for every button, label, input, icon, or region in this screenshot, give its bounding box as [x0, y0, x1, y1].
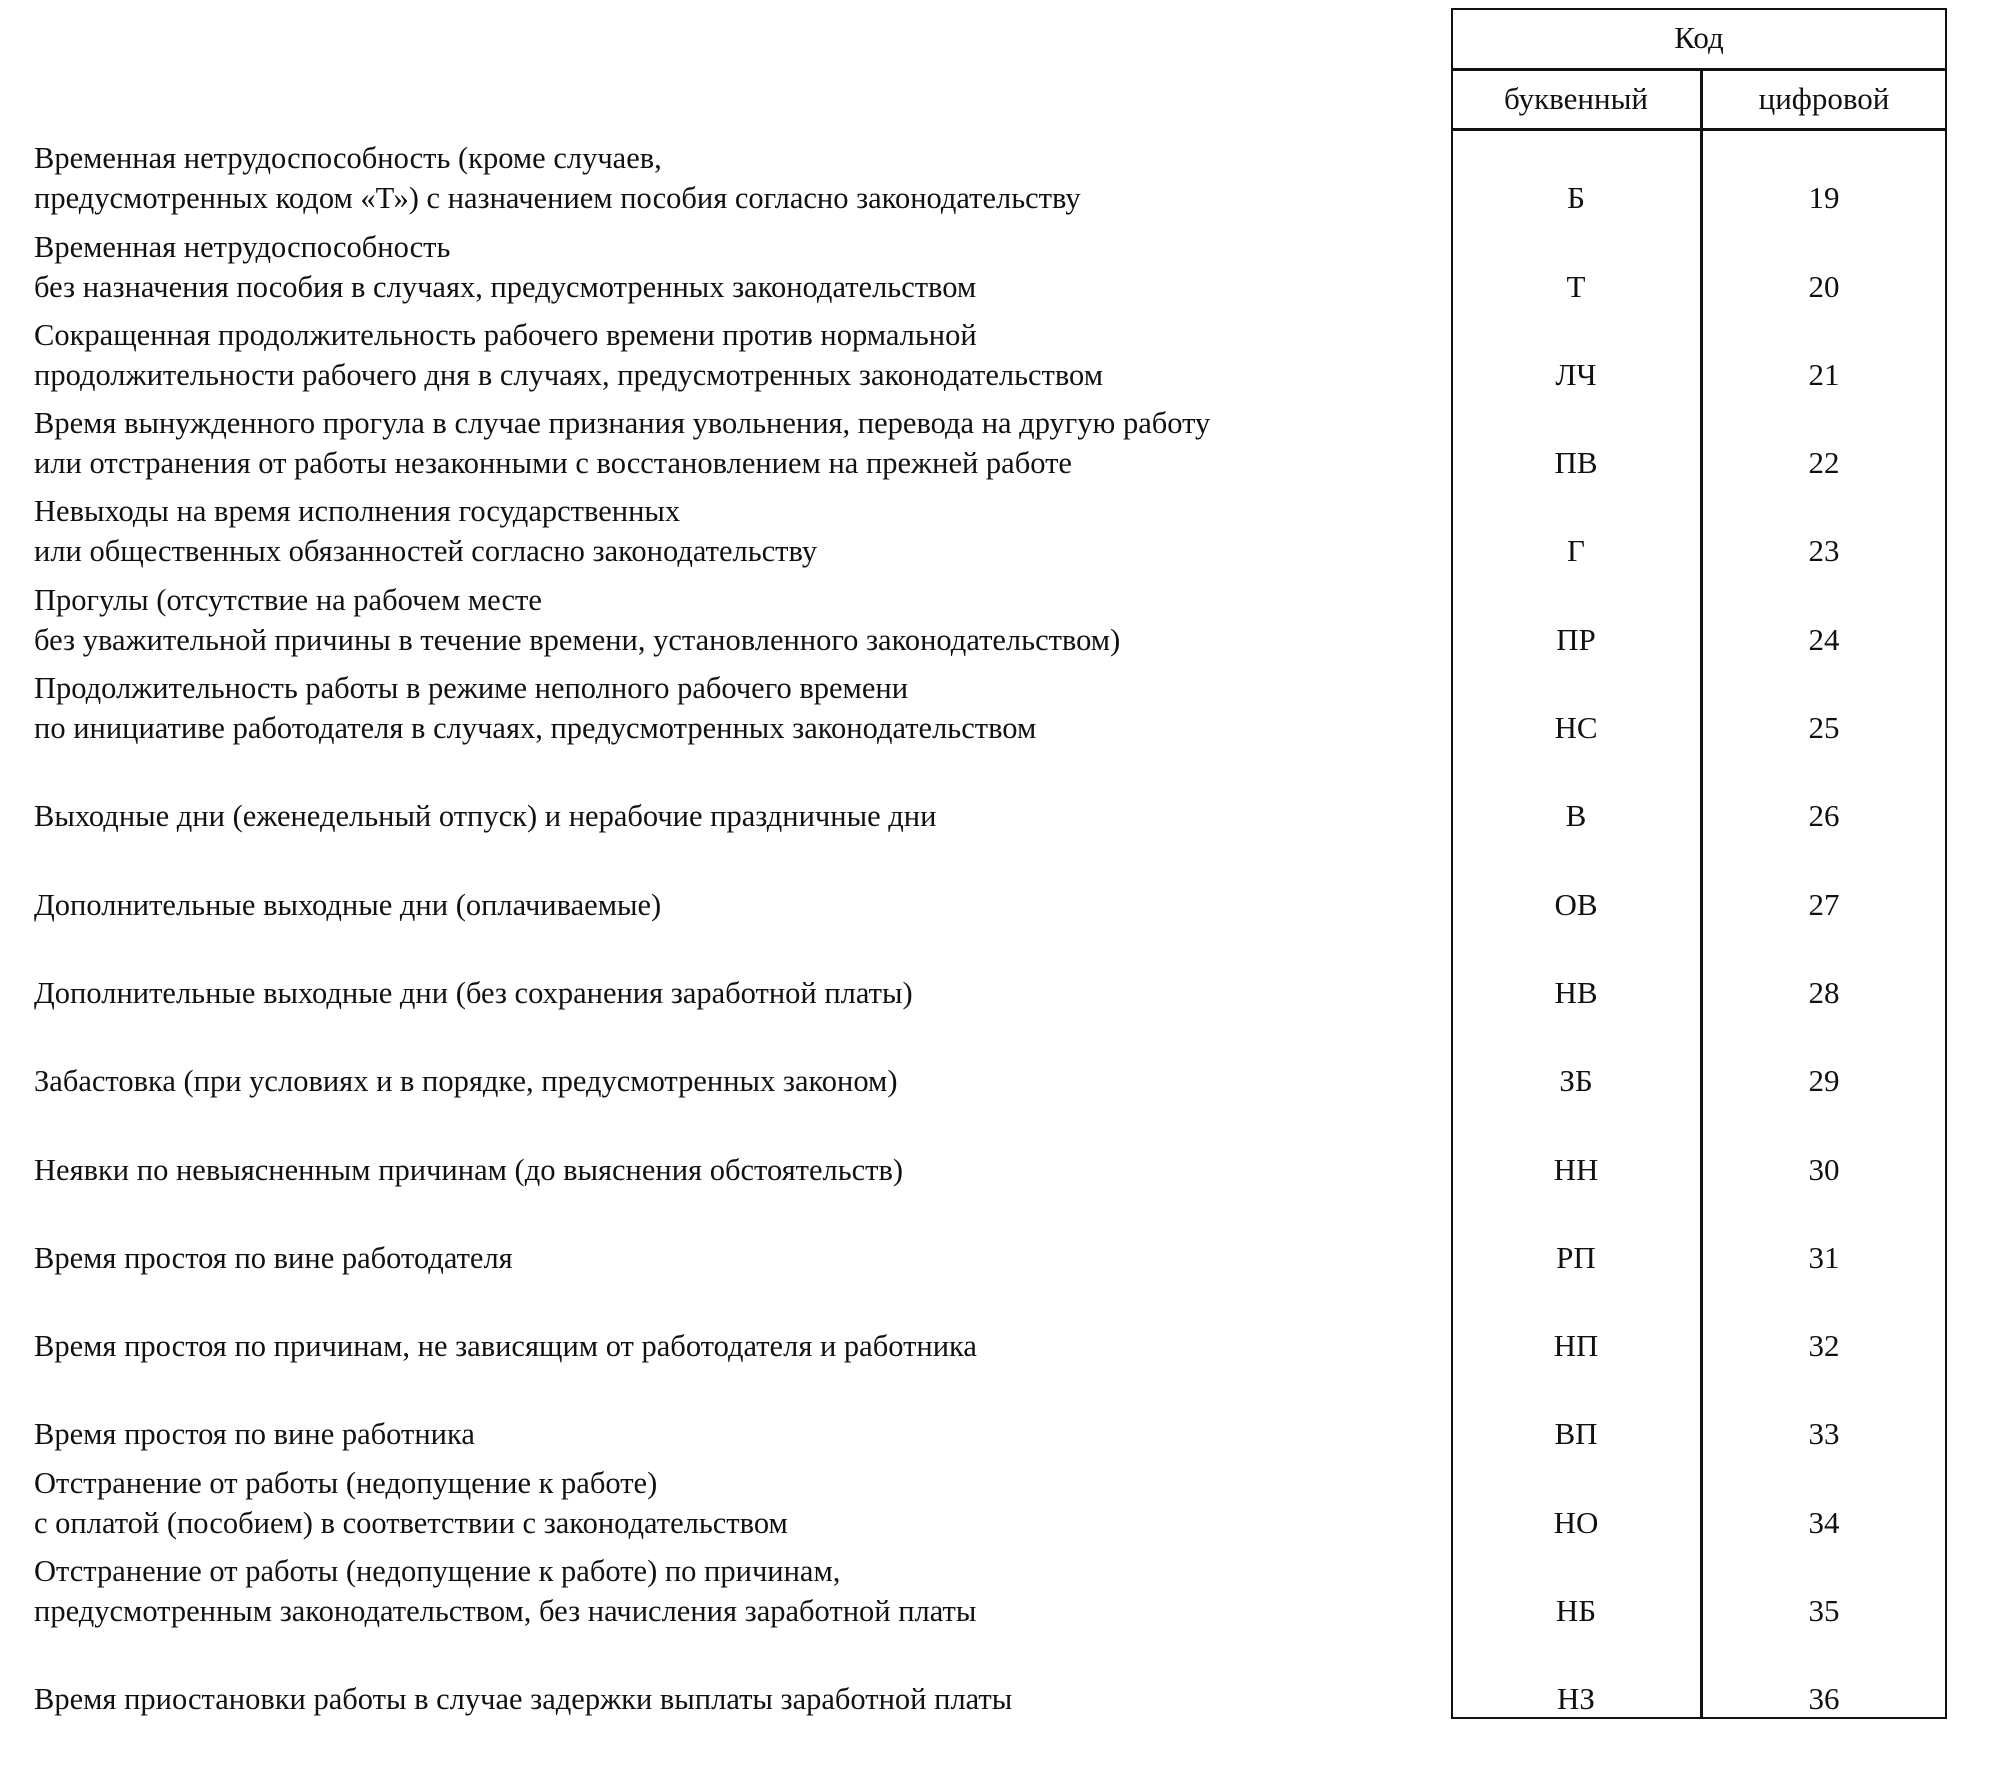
- letter-code: НВ: [1554, 974, 1598, 1010]
- table-row: [0, 570, 2000, 658]
- row-description: [34, 227, 976, 307]
- letter-code: В: [1565, 798, 1587, 834]
- letter-code: НО: [1553, 1504, 1599, 1540]
- digital-code: 20: [1808, 268, 1840, 304]
- description-line: или общественных обязанностей согласно законодательству: [34, 534, 818, 569]
- row-description: [34, 668, 1036, 748]
- row-description: [34, 580, 1120, 660]
- digital-code: 32: [1808, 1328, 1840, 1364]
- digital-code: 28: [1808, 974, 1840, 1010]
- description-line: Время вынужденного прогула в случае признания увольнения, перевода на другую работу: [34, 406, 1211, 441]
- letter-code: ЗБ: [1559, 1063, 1593, 1099]
- table-row: [0, 482, 2000, 570]
- description-line: по инициативе работодателя в случаях, предусмотренных законодательством: [34, 711, 1037, 746]
- table-row: [0, 1630, 2000, 1718]
- description-line: Дополнительные выходные дни (оплачиваемые): [34, 887, 662, 922]
- header-digital-code: цифровой: [1758, 81, 1890, 116]
- letter-code: Т: [1566, 268, 1586, 304]
- digital-code: 35: [1808, 1593, 1840, 1629]
- description-line: Забастовка (при условиях и в порядке, предусмотренных законом): [34, 1064, 898, 1099]
- header-divider: [1451, 68, 1947, 71]
- description-line: Продолжительность работы в режиме неполного рабочего времени: [34, 671, 909, 706]
- digital-code: 26: [1808, 798, 1840, 834]
- letter-code: НБ: [1555, 1593, 1597, 1629]
- table-row: [0, 1453, 2000, 1541]
- letter-code: Г: [1567, 533, 1585, 569]
- table-row: [0, 306, 2000, 394]
- row-description: [34, 1463, 788, 1543]
- description-line: предусмотренных кодом «Т») с назначением пособия согласно законодательству: [34, 181, 1081, 216]
- table-row: [0, 217, 2000, 305]
- digital-code: 23: [1808, 533, 1840, 569]
- row-description: [34, 1150, 903, 1190]
- table-row: [0, 1012, 2000, 1100]
- table-row: [0, 1365, 2000, 1453]
- description-line: без уважительной причины в течение времени, установленного законодательством): [34, 622, 1121, 657]
- description-line: Время приостановки работы в случае задержки выплаты заработной платы: [34, 1682, 1013, 1717]
- digital-code: 19: [1808, 180, 1840, 216]
- digital-code: 36: [1808, 1681, 1840, 1717]
- description-line: Время простоя по вине работодателя: [34, 1240, 513, 1275]
- row-description: [34, 1414, 475, 1454]
- description-line: предусмотренным законодательством, без начисления заработной платы: [34, 1594, 977, 1629]
- header-code: Код: [1674, 20, 1724, 55]
- table-row: [0, 129, 2000, 217]
- table-row: [0, 924, 2000, 1012]
- digital-code: 24: [1808, 621, 1840, 657]
- description-line: Сокращенная продолжительность рабочего времени против нормальной: [34, 317, 977, 352]
- letter-code: НП: [1553, 1328, 1599, 1364]
- description-line: или отстранения от работы незаконными с восстановлением на прежней работе: [34, 446, 1072, 481]
- letter-code: ПВ: [1554, 445, 1598, 481]
- digital-code: 34: [1808, 1504, 1840, 1540]
- letter-code: ПР: [1556, 621, 1596, 657]
- letter-code: НС: [1554, 710, 1598, 746]
- digital-code: 31: [1808, 1239, 1840, 1275]
- digital-code: 21: [1808, 356, 1840, 392]
- description-line: Временная нетрудоспособность (кроме случаев,: [34, 141, 662, 176]
- description-line: Временная нетрудоспособность: [34, 229, 451, 264]
- digital-code: 33: [1808, 1416, 1840, 1452]
- digital-code: 29: [1808, 1063, 1840, 1099]
- row-description: [34, 1551, 976, 1631]
- table-row: [0, 1277, 2000, 1365]
- row-description: [34, 1238, 513, 1278]
- description-line: Время простоя по вине работника: [34, 1417, 475, 1452]
- digital-code: 22: [1808, 445, 1840, 481]
- description-line: Выходные дни (еженедельный отпуск) и нерабочие праздничные дни: [34, 799, 937, 834]
- table-row: [0, 747, 2000, 835]
- row-description: [34, 885, 661, 925]
- description-line: продолжительности рабочего дня в случаях, предусмотренных законодательством: [34, 357, 1104, 392]
- row-description: [34, 1061, 897, 1101]
- row-description: [34, 796, 936, 836]
- description-line: Дополнительные выходные дни (без сохранения заработной платы): [34, 975, 913, 1010]
- digital-code: 27: [1808, 886, 1840, 922]
- row-description: [34, 315, 1103, 395]
- letter-code: НН: [1553, 1151, 1599, 1187]
- table-row: [0, 659, 2000, 747]
- description-line: Невыходы на время исполнения государственных: [34, 494, 681, 529]
- digital-code: 25: [1808, 710, 1840, 746]
- letter-code: РП: [1556, 1239, 1596, 1275]
- letter-code: ОВ: [1554, 886, 1598, 922]
- description-line: Отстранение от работы (недопущение к работе) по причинам,: [34, 1554, 841, 1589]
- row-description: [34, 973, 913, 1013]
- digital-code: 30: [1808, 1151, 1840, 1187]
- letter-code: ЛЧ: [1555, 356, 1597, 392]
- header-letter-code: буквенный: [1504, 81, 1648, 116]
- letter-code: ВП: [1554, 1416, 1598, 1452]
- description-line: Время простоя по причинам, не зависящим от работодателя и работника: [34, 1329, 977, 1364]
- row-description: [34, 491, 817, 571]
- description-line: Прогулы (отсутствие на рабочем месте: [34, 582, 542, 617]
- description-line: Отстранение от работы (недопущение к работе): [34, 1465, 658, 1500]
- description-line: без назначения пособия в случаях, предусмотренных законодательством: [34, 269, 977, 304]
- letter-code: Б: [1567, 180, 1585, 216]
- table-row: [0, 1100, 2000, 1188]
- table-row: [0, 1189, 2000, 1277]
- table-row: [0, 1542, 2000, 1630]
- table-row: [0, 394, 2000, 482]
- description-line: с оплатой (пособием) в соответствии с законодательством: [34, 1505, 788, 1540]
- row-description: [34, 403, 1210, 483]
- letter-code: НЗ: [1557, 1681, 1595, 1717]
- row-description: [34, 1679, 1012, 1719]
- table-body: [0, 129, 2000, 1718]
- description-line: Неявки по невыясненным причинам (до выяснения обстоятельств): [34, 1152, 904, 1187]
- row-description: [34, 138, 1081, 218]
- table-row: [0, 835, 2000, 923]
- row-description: [34, 1326, 977, 1366]
